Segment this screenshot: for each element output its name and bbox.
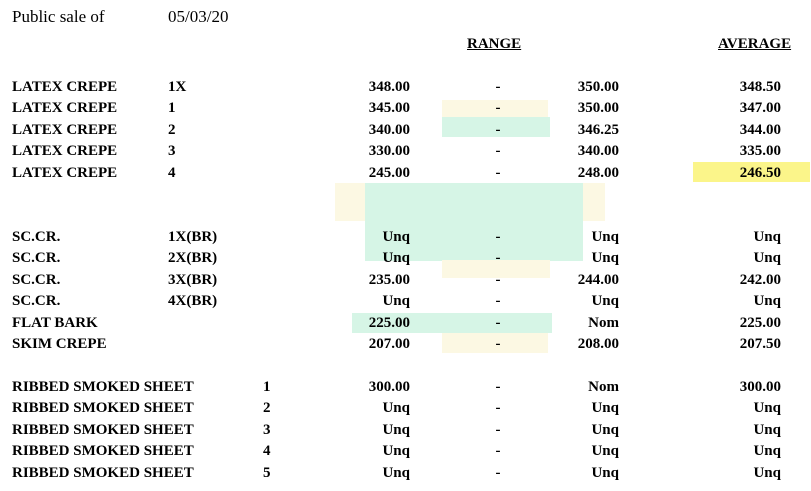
range-high: Unq — [591, 464, 619, 481]
average-value: 225.00 — [739, 314, 781, 331]
product-name: SKIM CREPE — [12, 336, 107, 352]
range-dash: - — [495, 400, 501, 417]
average-value: Unq — [753, 250, 781, 267]
range-high: 346.25 — [577, 121, 619, 138]
range-dash: - — [495, 464, 501, 481]
range-dash: - — [495, 121, 501, 138]
grade: 1X(BR) — [168, 229, 218, 245]
average-value: 335.00 — [739, 143, 781, 160]
grade: 1 — [263, 379, 271, 395]
product-name: RIBBED SMOKED SHEET — [12, 379, 194, 395]
product-name: LATEX CREPE — [12, 79, 118, 95]
range-high: Unq — [591, 400, 619, 417]
range-low: 348.00 — [368, 79, 410, 95]
grade: 3X(BR) — [168, 271, 218, 288]
grade: 1 — [168, 100, 176, 117]
product-name: LATEX CREPE — [12, 164, 118, 181]
average-value: 242.00 — [739, 271, 781, 288]
range-dash: - — [495, 100, 501, 117]
grade: 2 — [263, 400, 271, 417]
grade: 1X — [168, 79, 187, 95]
range-dash: - — [495, 143, 501, 160]
range-low: 207.00 — [368, 336, 410, 352]
product-name: LATEX CREPE — [12, 121, 118, 138]
range-low: Unq — [382, 421, 410, 438]
range-low: Unq — [382, 400, 410, 417]
sale-date: 05/03/20 — [168, 7, 229, 26]
product-name: RIBBED SMOKED SHEET — [12, 464, 194, 481]
average-value: 300.00 — [739, 379, 781, 395]
range-dash: - — [495, 79, 501, 95]
product-name: FLAT BARK — [12, 314, 98, 331]
range-high: Unq — [591, 293, 619, 310]
grade: 5 — [263, 464, 271, 481]
grade: 4X(BR) — [168, 293, 218, 310]
range-low: 345.00 — [368, 100, 410, 117]
range-dash: - — [495, 164, 501, 181]
average-value: Unq — [753, 293, 781, 310]
range-low: Unq — [382, 464, 410, 481]
range-low: 340.00 — [368, 121, 410, 138]
average-header: AVERAGE — [718, 36, 792, 52]
range-high: 248.00 — [577, 164, 619, 181]
range-high: Nom — [588, 379, 619, 395]
range-header: RANGE — [467, 36, 522, 52]
product-name: SC.CR. — [12, 293, 61, 310]
range-high: 208.00 — [577, 336, 619, 352]
range-low: 330.00 — [368, 143, 410, 160]
range-dash: - — [495, 250, 501, 267]
average-value: Unq — [753, 464, 781, 481]
product-name: SC.CR. — [12, 250, 61, 267]
grade: 4 — [263, 443, 271, 460]
range-low: Unq — [382, 229, 410, 245]
product-name: RIBBED SMOKED SHEET — [12, 443, 194, 460]
average-value: Unq — [753, 443, 781, 460]
average-value: 207.50 — [739, 336, 781, 352]
product-name: LATEX CREPE — [12, 143, 118, 160]
range-low: Unq — [382, 443, 410, 460]
range-dash: - — [495, 443, 501, 460]
range-low: 300.00 — [368, 379, 410, 395]
range-dash: - — [495, 293, 501, 310]
range-dash: - — [495, 271, 501, 288]
product-name: RIBBED SMOKED SHEET — [12, 421, 194, 438]
range-high: Unq — [591, 421, 619, 438]
range-dash: - — [495, 314, 501, 331]
range-high: Unq — [591, 229, 619, 245]
range-high: 350.00 — [577, 79, 619, 95]
average-value: Unq — [753, 229, 781, 245]
product-name: RIBBED SMOKED SHEET — [12, 400, 194, 417]
average-value: 347.00 — [739, 100, 781, 117]
product-name: SC.CR. — [12, 229, 61, 245]
range-dash: - — [495, 229, 501, 245]
average-value: Unq — [753, 400, 781, 417]
range-high: 244.00 — [577, 271, 619, 288]
product-name: LATEX CREPE — [12, 100, 118, 117]
grade: 4 — [168, 164, 176, 181]
range-dash: - — [495, 421, 501, 438]
range-low: 245.00 — [368, 164, 410, 181]
grade: 2X(BR) — [168, 250, 218, 267]
grade: 2 — [168, 121, 176, 138]
product-name: SC.CR. — [12, 271, 61, 288]
average-value: 344.00 — [739, 121, 781, 138]
range-high: 340.00 — [577, 143, 619, 160]
range-low: Unq — [382, 250, 410, 267]
range-low: 225.00 — [368, 314, 410, 331]
grade: 3 — [168, 143, 176, 160]
range-high: Unq — [591, 250, 619, 267]
average-value: 348.50 — [739, 79, 781, 95]
range-high: 350.00 — [577, 100, 619, 117]
average-value: Unq — [753, 421, 781, 438]
range-dash: - — [495, 379, 501, 395]
range-high: Unq — [591, 443, 619, 460]
sale-label: Public sale of — [12, 7, 105, 26]
watermark-block — [365, 183, 583, 261]
grade: 3 — [263, 421, 271, 438]
average-value: 246.50 — [739, 164, 781, 181]
range-dash: - — [495, 336, 501, 352]
range-low: Unq — [382, 293, 410, 310]
range-low: 235.00 — [368, 271, 410, 288]
range-high: Nom — [588, 314, 619, 331]
